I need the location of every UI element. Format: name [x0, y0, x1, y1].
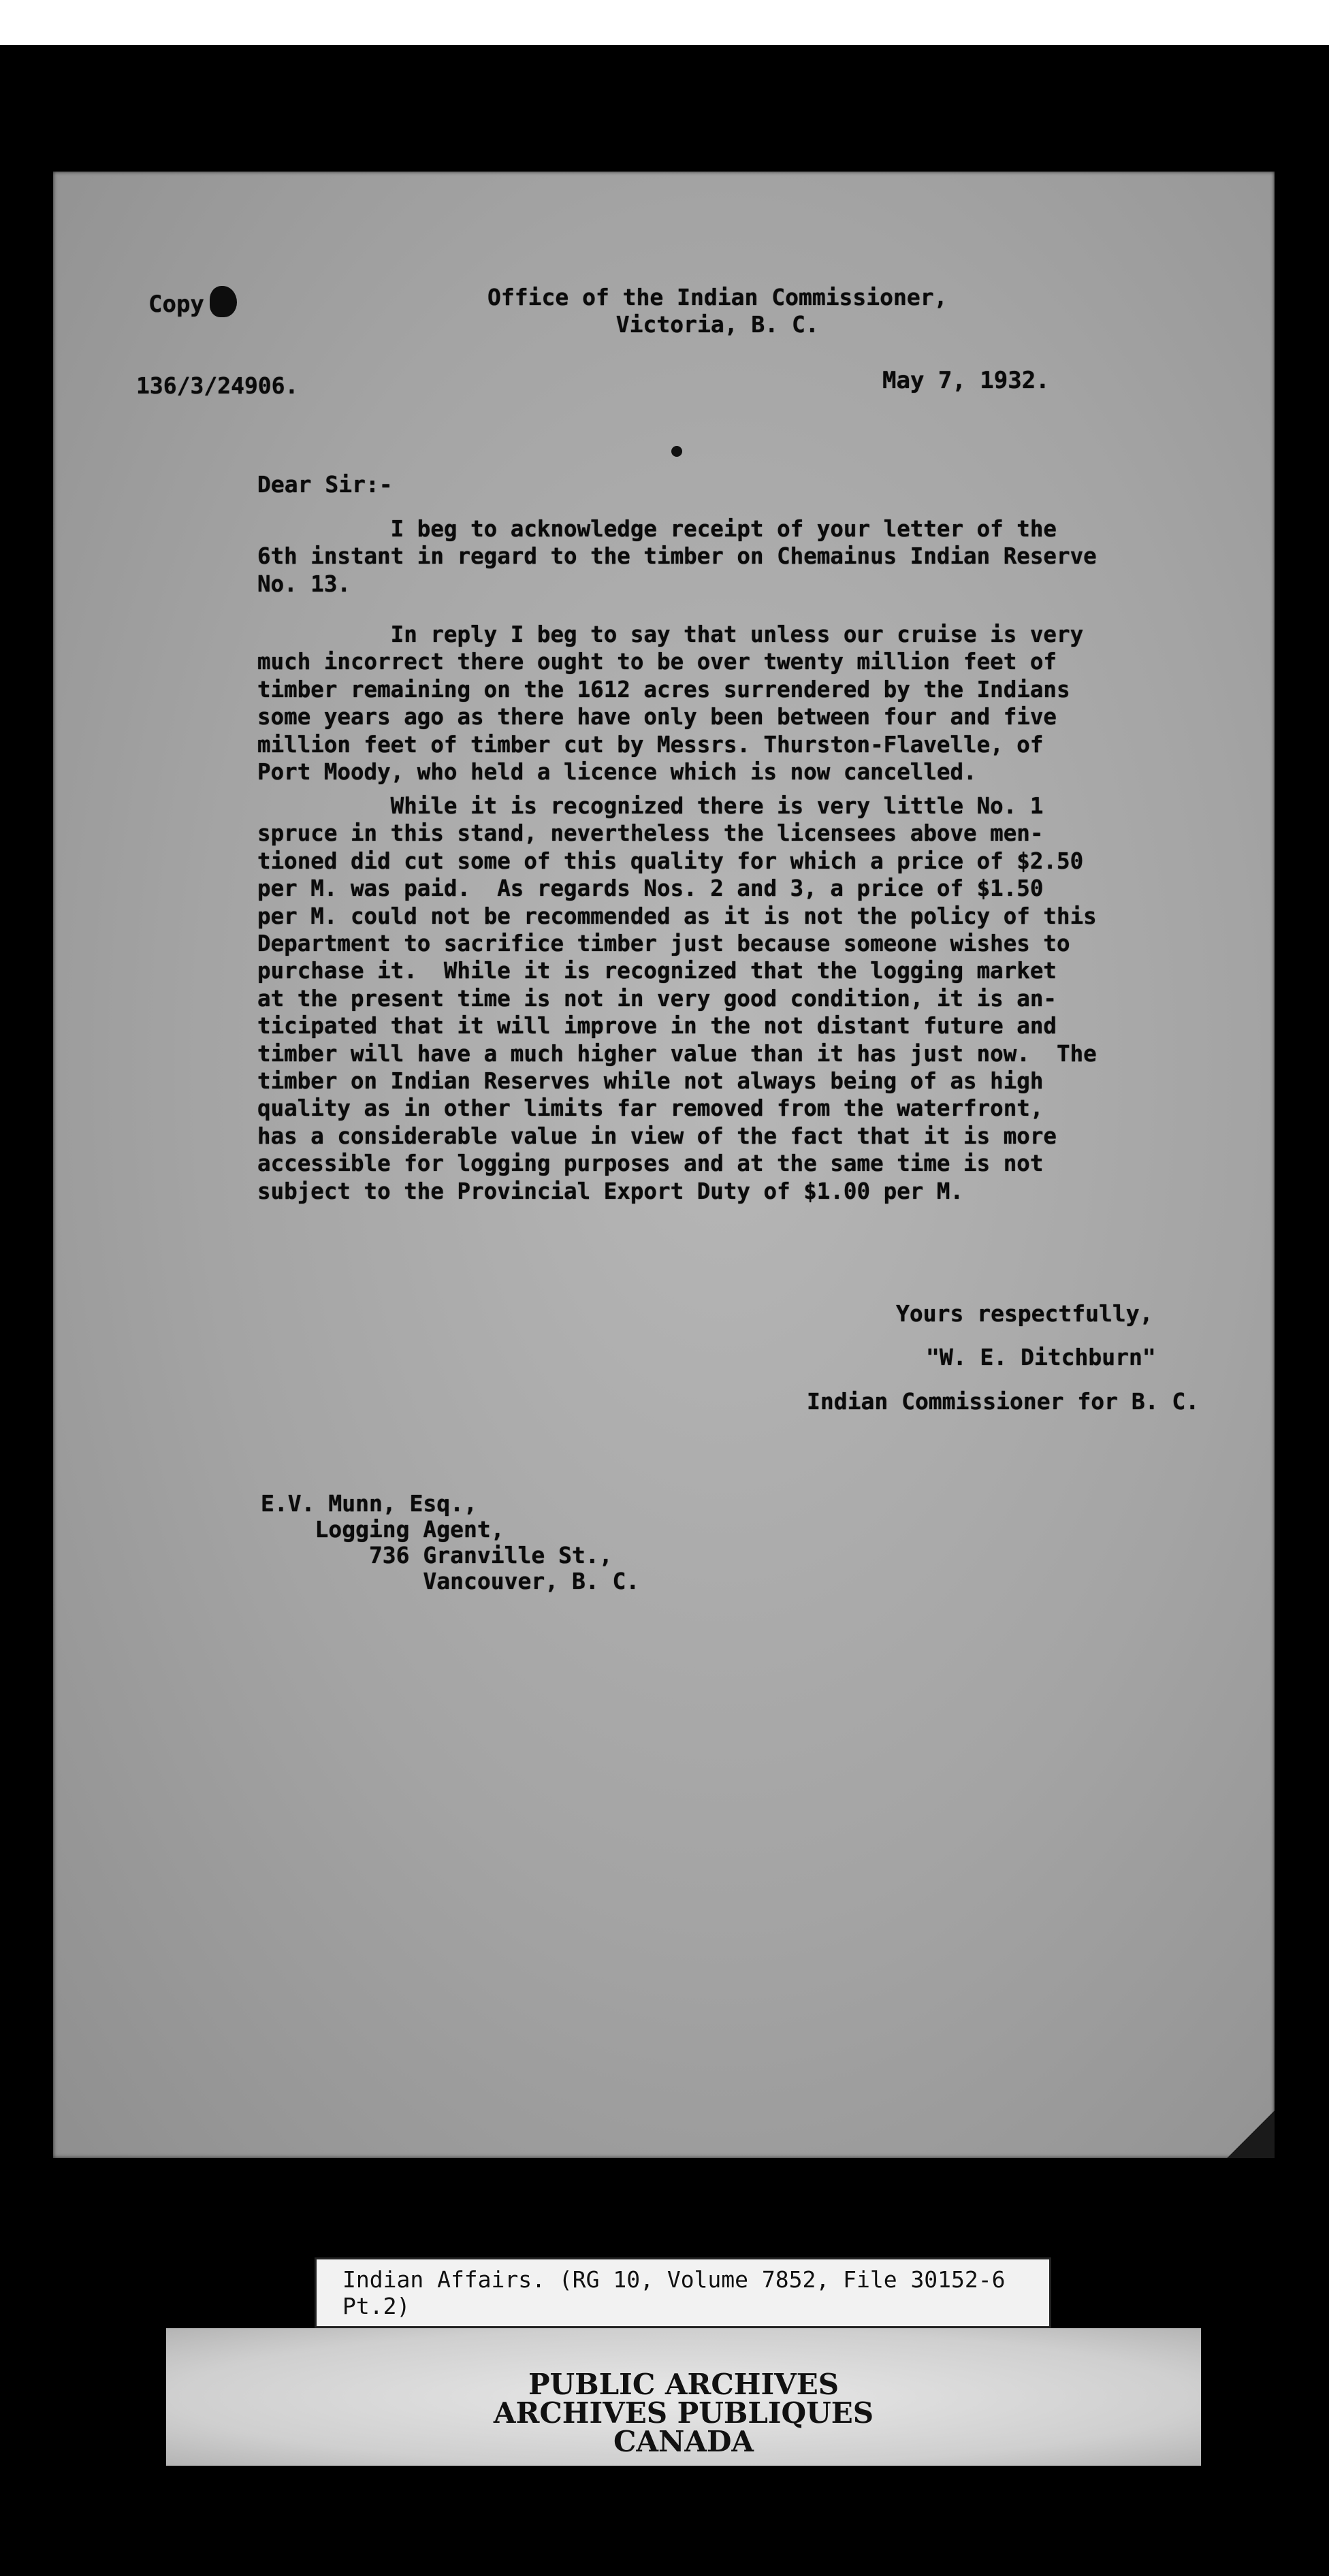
page-corner	[1227, 2110, 1275, 2158]
letter-date: May 7, 1932.	[882, 367, 1050, 394]
ink-dot	[671, 446, 682, 457]
archive-reference-label: Indian Affairs. (RG 10, Volume 7852, File 30152-6 Pt.2)	[315, 2257, 1051, 2328]
paragraph-3: While it is recognized there is very little No. 1 spruce in this stand, nevertheless the licensees above men- tioned did cut some of this quality for which a price of $2.50 per M. was paid. As regards Nos. 2 and 3, a price of $1.50 per M. could not be recommended as it is not the policy of this Department to sacrifice timber just because someone wishes to purchase it. While it is recognized that the logging market at the present time is not in very good condition, it is an- ticipated that it will improve in the not distant future and timber will have a much higher value than it has just now. The timber on Indian Reserves while not always being of as high quality as in other limits far removed from the waterfront, has a considerable value in view of the fact that it is more accessible for logging purposes and at the same time is not subject to the Provincial Export Duty of $1.00 per M.	[257, 793, 1097, 1204]
paragraph-1: I beg to acknowledge receipt of your letter of the 6th instant in regard to the timber on Chemainus Indian Reserve No. 13.	[257, 516, 1097, 597]
stamp-line-2: ARCHIVES PUBLIQUES	[493, 2396, 874, 2430]
file-number: 136/3/24906.	[136, 372, 299, 399]
recipient-address: E.V. Munn, Esq., Logging Agent, 736 Granville St., Vancouver, B. C.	[261, 1490, 640, 1594]
paragraph-2: In reply I beg to say that unless our cruise is very much incorrect there ought to be over twenty million feet of timber remaining on the 1612 acres surrendered by the Indians some years ago as there have only been between four and five million feet of timber cut by Messrs. Thurston-Flavelle, of Port Moody, who held a licence which is now cancelled.	[257, 622, 1084, 786]
closing: Yours respectfully,	[896, 1300, 1153, 1327]
ink-smudge	[210, 286, 237, 317]
archive-stamp	[166, 2370, 1201, 2456]
copy-mark: Copy	[148, 291, 204, 318]
letter-page	[53, 172, 1275, 2158]
signature: "W. E. Ditchburn"	[926, 1344, 1156, 1370]
stamp-line-3: CANADA	[613, 2425, 754, 2458]
salutation: Dear Sir:-	[257, 471, 393, 498]
archive-stamp-band	[166, 2328, 1201, 2466]
office-heading: Office of the Indian Commissioner, Victoria, B. C.	[487, 284, 948, 338]
signatory-title: Indian Commissioner for B. C.	[807, 1388, 1200, 1415]
stamp-line-1: PUBLIC ARCHIVES	[528, 2368, 839, 2401]
top-white-strip	[0, 0, 1329, 45]
